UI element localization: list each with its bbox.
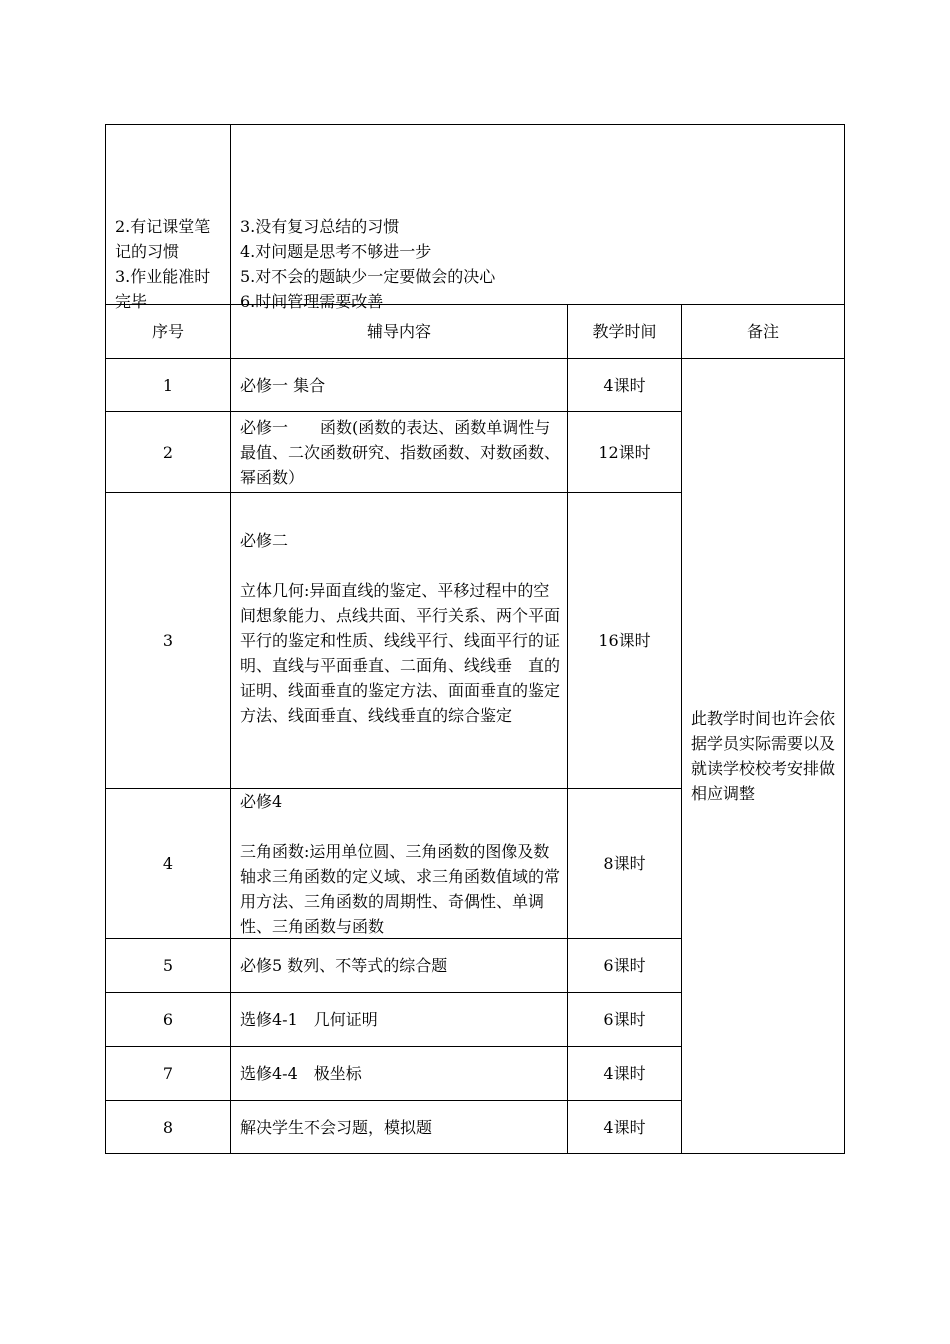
header-content: 辅导内容 bbox=[366, 322, 431, 341]
row-content: 解决学生不会习题，模拟题 bbox=[240, 1117, 433, 1137]
header-seq: 序号 bbox=[151, 322, 184, 341]
row-seq: 4 bbox=[162, 854, 174, 873]
header-time: 教学时间 bbox=[592, 322, 657, 341]
row-seq: 8 bbox=[162, 1117, 174, 1137]
good-habit-item: 2.有记课堂笔记的习惯 bbox=[115, 217, 211, 261]
bad-habit-item: 6.时间管理需要改善 bbox=[240, 292, 384, 311]
bad-habits-cell bbox=[231, 214, 831, 309]
row-content: 选修4-4 极坐标 bbox=[240, 1064, 362, 1083]
note-cell bbox=[682, 359, 844, 1153]
good-habit-item: 3.作业能准时完毕 bbox=[115, 267, 211, 311]
row-content: 必修5 数列、不等式的综合题 bbox=[240, 956, 448, 975]
bad-habit-item: 5.对不会的题缺少一定要做会的决心 bbox=[240, 267, 496, 286]
row-time: 16课时 bbox=[598, 631, 651, 650]
row-content: 必修4 三角函数:运用单位圆、三角函数的图像及数轴求三角函数的定义域、求三角函数值域的常用方法、三角函数的周期性、奇偶性、单调性、三角函数与函数 bbox=[240, 792, 561, 936]
row-time: 6课时 bbox=[603, 956, 646, 975]
row-time: 12课时 bbox=[598, 442, 651, 462]
note-text: 此教学时间也许会依据学员实际需要以及就读学校校考安排做相应调整 bbox=[691, 709, 836, 803]
row-seq: 7 bbox=[162, 1064, 174, 1083]
row-content: 选修4-1 几何证明 bbox=[240, 1010, 378, 1029]
row-seq: 1 bbox=[162, 375, 174, 395]
row-seq: 6 bbox=[162, 1010, 174, 1029]
row-seq: 3 bbox=[162, 631, 174, 650]
row-time: 4课时 bbox=[603, 375, 646, 395]
bad-habit-item: 3.没有复习总结的习惯 bbox=[240, 217, 400, 236]
row-content: 必修一 集合 bbox=[240, 375, 326, 395]
bad-habit-item: 4.对问题是思考不够进一步 bbox=[240, 242, 432, 261]
row-time: 4课时 bbox=[603, 1064, 646, 1083]
row-seq: 2 bbox=[162, 442, 174, 462]
good-habits-cell bbox=[106, 214, 230, 309]
row-time: 8课时 bbox=[603, 854, 646, 873]
row-time: 6课时 bbox=[603, 1010, 646, 1029]
row-seq: 5 bbox=[162, 956, 174, 975]
header-note: 备注 bbox=[746, 322, 779, 341]
row-time: 4课时 bbox=[603, 1117, 646, 1137]
row-content: 必修一 函数(函数的表达、函数单调性与最值、二次函数研究、指数函数、对数函数、幂函数） bbox=[240, 417, 561, 487]
row-content: 必修二 立体几何:异面直线的鉴定、平移过程中的空间想象能力、点线共面、平行关系、两个平面平行的鉴定和性质、线线平行、线面平行的证明、直线与平面垂直、二面角、线线垂 直的证明、线面垂直的鉴定方法、面面垂直的鉴定方法、线面垂直、线线垂直的综合鉴定 bbox=[240, 531, 561, 725]
